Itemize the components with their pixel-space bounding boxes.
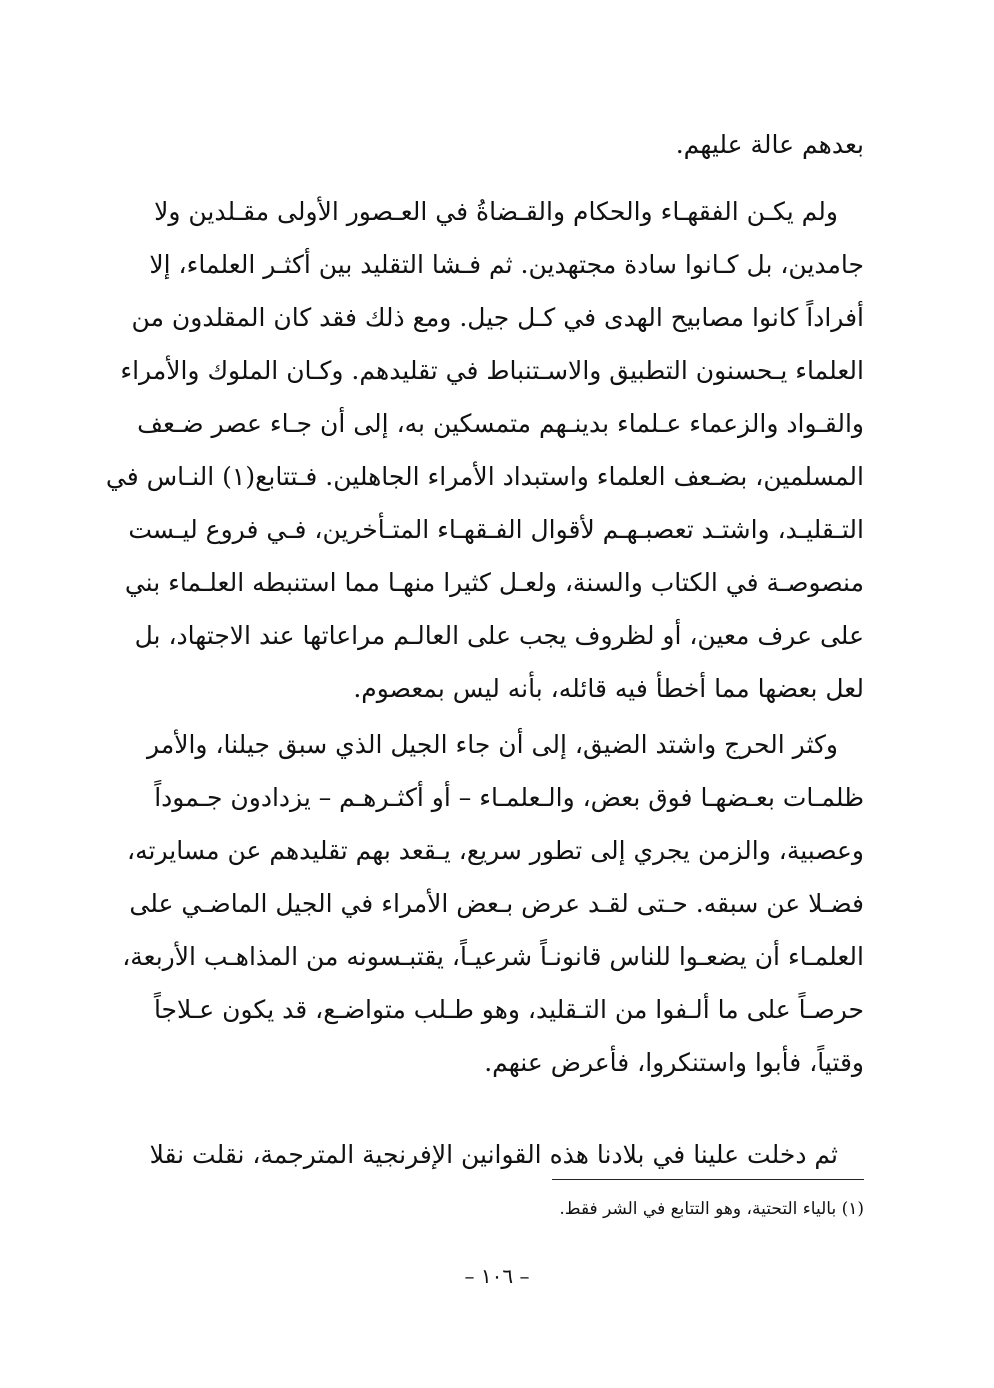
text-line: جامدين، بل كـانوا سادة مجتهدين. ثم فـشا التقليد بين أكثـر العلماء، إلا: [149, 250, 864, 279]
text-line: بعدهم عالة عليهم.: [675, 130, 864, 159]
footnote: (١) بالياء التحتية، وهو التتابع في الشر فقط.: [559, 1199, 864, 1219]
text-line: التـقليـد، واشتـد تعصبـهـم لأقوال الفـقهـاء المتـأخرين، فـي فروع ليـست: [128, 515, 864, 544]
text-line: فضـلا عن سبقه. حـتى لقـد عرض بـعض الأمراء في الجيل الماضـي على: [129, 889, 864, 918]
text-line: وقتياً، فأبوا واستنكروا، فأعرض عنهم.: [484, 1048, 864, 1077]
paragraph-3: [132, 1128, 864, 1181]
footnote-divider: [552, 1179, 864, 1180]
paragraph-1: [105, 185, 864, 715]
page-number: – ١٠٦ –: [464, 1264, 530, 1288]
text-line: ولم يكـن الفقهـاء والحكام والقـضاةُ في العـصور الأولى مقـلدين ولا: [154, 197, 838, 226]
text-line: العلمـاء أن يضعـوا للناس قانونـاً شرعيـاً، يقتبـسونه من المذاهـب الأربعة،: [122, 942, 864, 971]
text-line: على عرف معين، أو لظروف يجب على العالـم مراعاتها عند الاجتهاد، بل: [134, 621, 864, 650]
text-line: وعصبية، والزمن يجري إلى تطور سريع، يـقعد بهم تقليدهم عن مسايرته،: [127, 836, 864, 865]
opening-line: [132, 118, 864, 171]
text-line: المسلمين، بضـعف العلماء واستبداد الأمراء الجاهلين. فـتتابع(١) النـاس في: [105, 462, 864, 491]
text-line: وكثر الحرج واشتد الضيق، إلى أن جاء الجيل الذي سبق جيلنا، والأمر: [147, 730, 838, 759]
text-line: لعل بعضها مما أخطأ فيه قائله، بأنه ليس بمعصوم.: [353, 674, 864, 703]
text-line: العلماء يـحسنون التطبيق والاسـتنباط في تقليدهم. وكـان الملوك والأمراء: [120, 356, 864, 385]
text-line: حرصـاً على ما ألـفوا من التـقليد، وهو طـلب متواضـع، قد يكون عـلاجاً: [153, 995, 864, 1024]
text-line: ثم دخلت علينا في بلادنا هذه القوانين الإفرنجية المترجمة، نقلت نقلا: [149, 1140, 838, 1169]
text-line: ظلمـات بعـضهـا فوق بعض، والـعلمـاء – أو أكثـرهـم – يزدادون جـموداً: [154, 783, 864, 812]
text-line: أفراداً كانوا مصابيح الهدى في كـل جيل. ومع ذلك فقد كان المقلدون من: [131, 303, 864, 332]
text-line: منصوصـة في الكتاب والسنة، ولعـل كثيرا منهـا مما استنبطه العلـماء بني: [124, 568, 864, 597]
paragraph-2: [122, 718, 864, 1089]
text-line: والقـواد والزعماء عـلماء بدينـهم متمسكين به، إلى أن جـاء عصر ضـعف: [137, 409, 864, 438]
